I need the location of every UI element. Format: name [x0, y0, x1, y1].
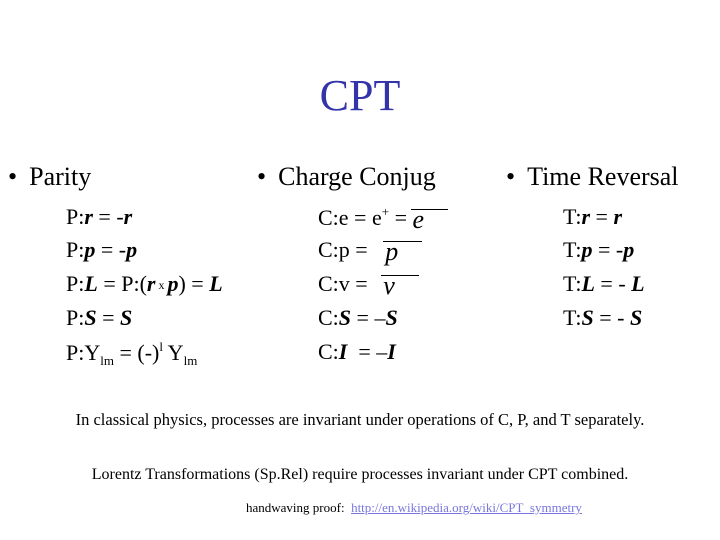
slide-title: CPT: [319, 71, 401, 120]
charge-line-I: C:I = –I: [318, 339, 396, 364]
heading-charge-label: Charge Conjug: [278, 162, 436, 191]
charge-line-p: C:p = p: [318, 237, 399, 266]
proof-line: [246, 500, 582, 516]
heading-time-reversal: [506, 162, 679, 192]
antiparticle-e-symbol: e: [412, 205, 425, 234]
heading-parity-label: Parity: [29, 162, 92, 191]
parity-line-p: P:p = -p: [66, 237, 138, 262]
time-line-S: T:S = - S: [563, 305, 643, 330]
time-line-r: T:r = r: [563, 204, 623, 229]
parity-line-S: P:S = S: [66, 305, 133, 330]
time-line-p: T:p = -p: [563, 237, 635, 262]
bullet-icon: •: [257, 162, 267, 191]
time-line-L: T:L = - L: [563, 271, 645, 296]
lorentz-note: Lorentz Transformations (Sp.Rel) require processes invariant under CPT combined.: [91, 466, 629, 483]
parity-line-r: P:r = -r: [66, 204, 133, 229]
heading-charge-conjugation: [257, 162, 436, 192]
heading-time-label: Time Reversal: [527, 162, 679, 191]
proof-label: handwaving proof:: [246, 500, 352, 515]
charge-line-v: C:v = v: [318, 271, 395, 300]
parity-line-Ylm: $P:Y_{lm} = (-)^l$ $Y_{lm}$: [66, 339, 198, 368]
charge-line-e: C:e = e+ = e: [318, 204, 425, 234]
antiparticle-p-symbol: p: [385, 237, 399, 266]
antiparticle-v-symbol: v: [383, 271, 395, 300]
cpt-symmetry-link[interactable]: http://en.wikipedia.org/wiki/CPT_symmetry: [351, 500, 582, 515]
charge-line-S: C:S = –S: [318, 305, 398, 330]
bullet-icon: •: [8, 162, 18, 191]
heading-parity: [8, 162, 91, 192]
classical-physics-note: In classical physics, processes are invariant under operations of C, P, and T separately.: [75, 410, 645, 429]
bullet-icon: •: [506, 162, 516, 191]
parity-line-L: P:L = P:(r x p) = L: [66, 271, 223, 296]
